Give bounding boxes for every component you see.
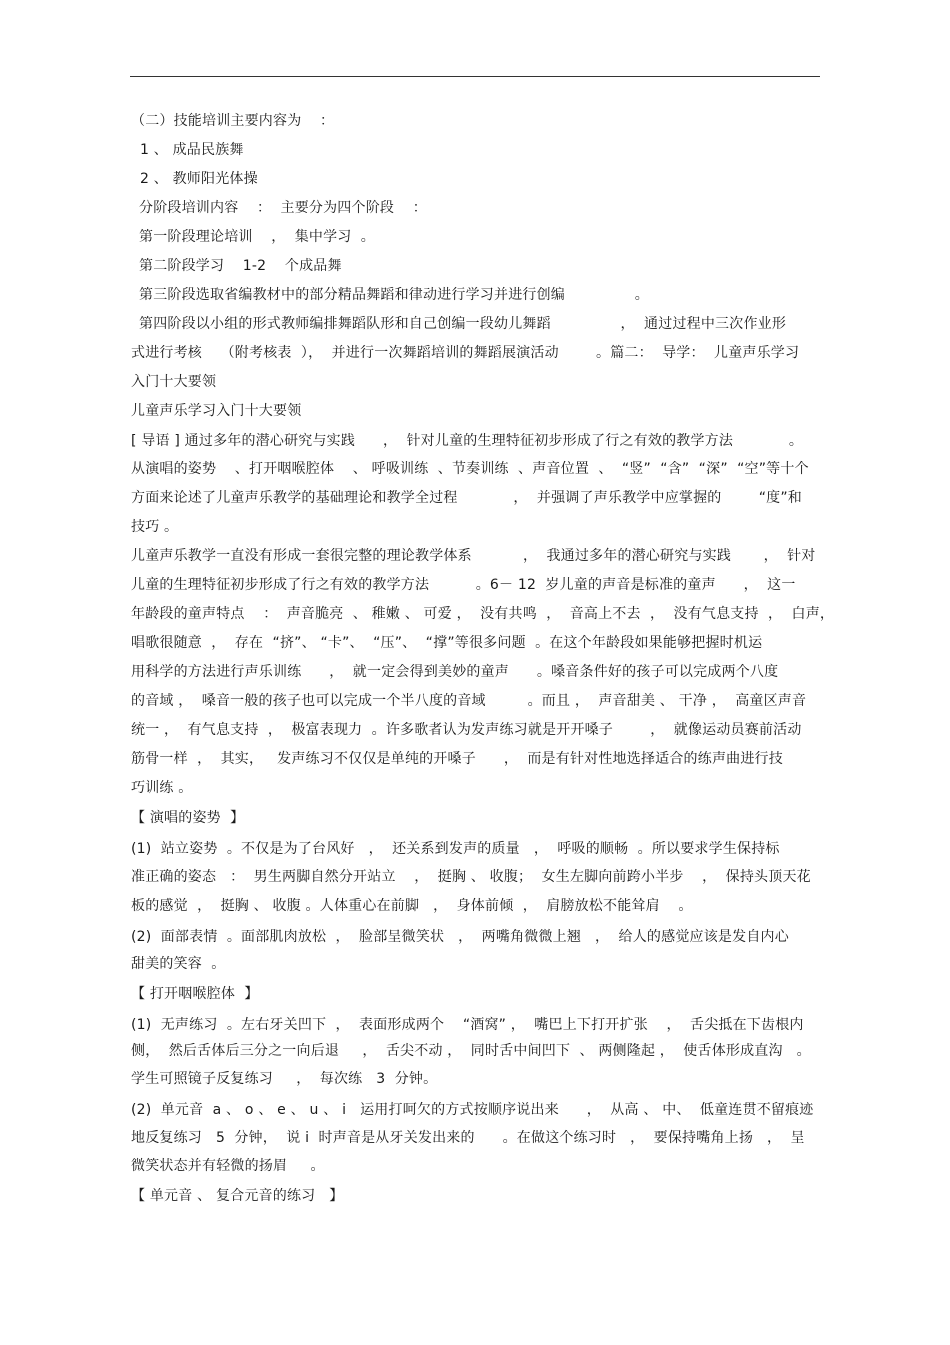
text-line: (1) 无声练习 。左右牙关凹下 ， 表面形成两个 “酒窝” ， 嘴巴上下打开扩张 ， 舌尖抵在下齿根内	[131, 1017, 804, 1033]
header-rule	[130, 76, 820, 77]
text-line: 唱歌很随意 ， 存在 “挤”、 “卡”、 “压”、 “撑”等很多问题 。在这个年龄段如果能够把握时机运	[131, 635, 763, 651]
text-line: 第一阶段理论培训 ， 集中学习 。	[139, 229, 376, 245]
text-line: (2) 面部表情 。面部肌肉放松 ， 脸部呈微笑状 ， 两嘴角微微上翘 ， 给人的感觉应该是发自内心	[131, 929, 789, 945]
text-line: 板的感觉 ， 挺胸 、 收腹 。人体重心在前脚 ， 身体前倾 ， 肩膀放松不能耸肩 。	[131, 898, 693, 914]
text-line: 儿童声乐教学一直没有形成一套很完整的理论教学体系 ， 我通过多年的潜心研究与实践 ， 针对	[131, 548, 816, 564]
text-line: （二）技能培训主要内容为 ：	[131, 113, 335, 129]
text-line: 儿童声乐学习入门十大要领	[131, 403, 302, 419]
text-line: (1) 站立姿势 。不仅是为了台风好 ， 还关系到发声的质量 ， 呼吸的顺畅 。所以要求学生保持标	[131, 841, 780, 857]
section-heading: 【 演唱的姿势 】	[131, 810, 245, 826]
section-heading: 【 单元音 、 复合元音的练习 】	[131, 1188, 344, 1204]
text-line: 甜美的笑容 。	[131, 956, 226, 972]
text-line: 第三阶段选取省编教材中的部分精品舞蹈和律动进行学习并进行创编 。	[139, 287, 649, 303]
text-line: 从演唱的姿势 、打开咽喉腔体 、 呼吸训练 、节奏训练 、声音位置 、 “竖” “含” “深” “空”等十个	[131, 461, 809, 477]
text-line: 学生可照镜子反复练习 ， 每次练 3 分钟。	[131, 1071, 438, 1087]
text-line: [ 导语 ] 通过多年的潜心研究与实践 ， 针对儿童的生理特征初步形成了行之有效的教学方法 。	[131, 433, 804, 449]
text-line: 用科学的方法进行声乐训练 ， 就一定会得到美妙的童声 。嗓音条件好的孩子可以完成两个八度	[131, 664, 779, 680]
text-line: 方面来论述了儿童声乐教学的基础理论和教学全过程 ， 并强调了声乐教学中应掌握的 “度”和	[131, 490, 803, 506]
section-heading: 【 打开咽喉腔体 】	[131, 986, 259, 1002]
text-line: 第四阶段以小组的形式教师编排舞蹈队形和自己创编一段幼儿舞蹈 ， 通过过程中三次作业形	[139, 316, 787, 332]
text-line: 年龄段的童声特点 ： 声音脆亮 、 稚嫩 、 可爱 ， 没有共鸣 ， 音高上不去 ， 没有气息支持 ， 白声，	[131, 606, 835, 622]
text-line: (2) 单元音 a 、 o 、 e 、 u 、 i 运用打呵欠的方式按顺序说出来 ， 从高 、 中、 低童连贯不留痕迹	[131, 1102, 814, 1118]
text-line: 分阶段培训内容 ： 主要分为四个阶段 ：	[139, 200, 427, 216]
text-line: 第二阶段学习 1-2 个成品舞	[139, 258, 342, 274]
text-line: 地反复练习 5 分钟， 说 i 时声音是从牙关发出来的 。在做这个练习时 ， 要保持嘴角上扬 ， 呈	[131, 1130, 805, 1146]
text-line: 准正确的姿态 ： 男生两脚自然分开站立 ， 挺胸 、 收腹； 女生左脚向前跨小半步 ， 保持头顶天花	[131, 869, 811, 885]
text-line: 侧， 然后舌体后三分之一向后退 ， 舌尖不动 ， 同时舌中间凹下 、 两侧隆起 ， 使舌体形成直沟 。	[131, 1043, 811, 1059]
text-line: 的音域 ， 嗓音一般的孩子也可以完成一个半八度的音域 。而且 ， 声音甜美 、 干净 ， 高童区声音	[131, 693, 807, 709]
text-line: 巧训练 。	[131, 780, 193, 796]
text-line: 入门十大要领	[131, 374, 217, 390]
text-line: 筋骨一样 ， 其实， 发声练习不仅仅是单纯的开嗓子 ， 而是有针对性地选择适合的练声曲进行技	[131, 751, 783, 767]
text-line: 微笑状态并有轻微的扬眉 。	[131, 1158, 325, 1174]
text-line: 统一 ， 有气息支持 ， 极富表现力 。许多歌者认为发声练习就是开开嗓子 ， 就像运动员赛前活动	[131, 722, 802, 738]
text-line: 式进行考核 （附考核表 ）， 并进行一次舞蹈培训的舞蹈展演活动 。篇二： 导学： 儿童声乐学习	[131, 345, 800, 361]
text-line: 技巧 。	[131, 519, 179, 535]
text-line: 2 、 教师阳光体操	[140, 171, 258, 187]
text-line: 1 、 成品民族舞	[140, 142, 244, 158]
text-line: 儿童的生理特征初步形成了行之有效的教学方法 。6－ 12 岁儿童的声音是标准的童声 ， 这一	[131, 577, 796, 593]
